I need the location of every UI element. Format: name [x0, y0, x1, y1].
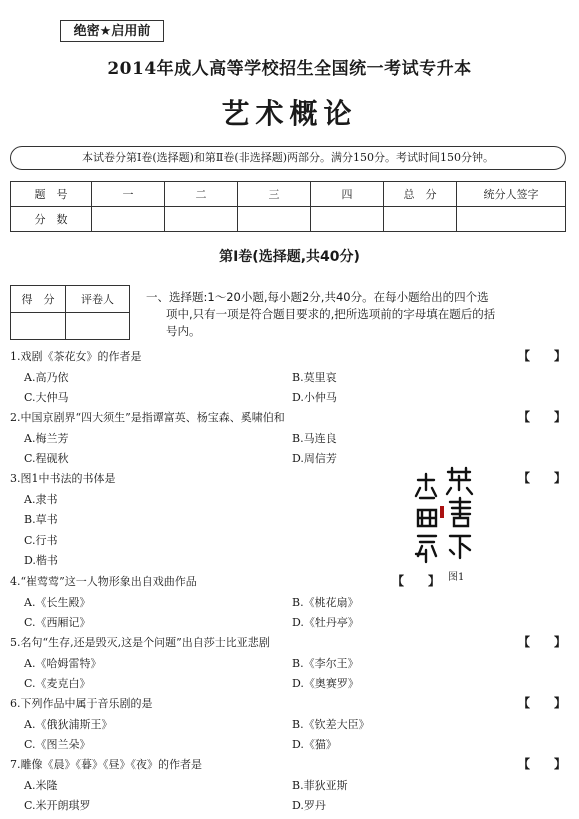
calligraphy-figure [412, 466, 478, 566]
question-stem: 3.图1中书法的书体是 [10, 472, 116, 485]
answer-bracket[interactable]: 【 】 [518, 696, 567, 710]
option: A.梅兰芳 [24, 432, 69, 445]
score-cell[interactable] [457, 207, 566, 232]
question-stem: 7.雕像《晨》《暮》《昼》《夜》的作者是 [10, 758, 202, 771]
grader-reviewer-cell[interactable] [66, 313, 130, 340]
option: A.《俄狄浦斯王》 [24, 718, 113, 731]
instruction-line: 一、选择题:1～20小题,每小题2分,共40分。在每小题给出的四个选 [146, 290, 489, 304]
option: C.行书 [24, 534, 58, 547]
option: B.《钦差大臣》 [292, 718, 370, 731]
grader-reviewer-label: 评卷人 [66, 286, 130, 313]
confidential-badge: 绝密★启用前 [60, 20, 164, 42]
option: D.《猫》 [292, 738, 337, 751]
question-stem: 6.下列作品中属于音乐剧的是 [10, 697, 153, 710]
score-table-header: 总 分 [384, 182, 457, 207]
option: A.隶书 [24, 493, 58, 506]
option: D.楷书 [24, 554, 58, 567]
score-table [10, 181, 566, 232]
option: A.《哈姆雷特》 [24, 657, 102, 670]
exam-notice: 本试卷分第Ⅰ卷(选择题)和第Ⅱ卷(非选择题)两部分。满分150分。考试时间150分钟。 [10, 146, 566, 170]
score-table-header: 二 [165, 182, 238, 207]
option: C.《图兰朵》 [24, 738, 91, 751]
option: D.罗丹 [292, 799, 326, 812]
option: A.高乃依 [24, 371, 69, 384]
score-table-header: 题 号 [11, 182, 92, 207]
option: C.大仲马 [24, 391, 69, 404]
score-table-header: 统分人签字 [457, 182, 566, 207]
grader-score-label: 得 分 [11, 286, 66, 313]
answer-bracket[interactable]: 【 】 [518, 471, 567, 485]
option: D.周信芳 [292, 452, 337, 465]
option: C.《西厢记》 [24, 616, 91, 629]
question-stem: 4.“崔莺莺”这一人物形象出自戏曲作品 [10, 575, 197, 588]
question-stem: 1.戏剧《茶花女》的作者是 [10, 350, 142, 363]
option: C.程砚秋 [24, 452, 69, 465]
option: B.《李尔王》 [292, 657, 359, 670]
score-row-label: 分 数 [11, 207, 92, 232]
score-cell[interactable] [384, 207, 457, 232]
answer-bracket[interactable]: 【 】 [518, 635, 567, 649]
score-table-header: 三 [238, 182, 311, 207]
answer-bracket[interactable]: 【 】 [518, 349, 567, 363]
option: A.米隆 [24, 779, 58, 792]
score-cell[interactable] [311, 207, 384, 232]
option: B.《桃花扇》 [292, 596, 359, 609]
option: A.《长生殿》 [24, 596, 91, 609]
section-instructions [146, 289, 566, 340]
option: D.《奥赛罗》 [292, 677, 359, 690]
option: D.小仲马 [292, 391, 337, 404]
answer-bracket[interactable]: 【 】 [518, 410, 567, 424]
score-table-header: 一 [92, 182, 165, 207]
answer-bracket[interactable]: 【 】 [518, 757, 567, 771]
question-stem: 5.名句“生存,还是毁灭,这是个问题”出自莎士比亚悲剧 [10, 636, 270, 649]
grader-box [10, 285, 130, 340]
instruction-line: 号内。 [166, 324, 201, 338]
figure-caption: 图1 [448, 572, 465, 583]
instruction-line: 项中,只有一项是符合题目要求的,把所选项前的字母填在题后的括 [166, 307, 496, 321]
score-cell[interactable] [238, 207, 311, 232]
option: B.菲狄亚斯 [292, 779, 348, 792]
score-table-header: 四 [311, 182, 384, 207]
question-stem: 2.中国京剧界“四大须生”是指谭富英、杨宝森、奚啸伯和 [10, 411, 285, 424]
part1-title: 第Ⅰ卷(选择题,共40分) [219, 249, 360, 265]
grader-score-cell[interactable] [11, 313, 66, 340]
option: B.莫里哀 [292, 371, 337, 384]
answer-bracket[interactable]: 【 】 [392, 574, 441, 588]
score-cell[interactable] [165, 207, 238, 232]
option: D.《牡丹亭》 [292, 616, 359, 629]
subject-title: 艺术概论 [221, 97, 358, 130]
score-cell[interactable] [92, 207, 165, 232]
option: B.马连良 [292, 432, 337, 445]
option: C.米开朗琪罗 [24, 799, 91, 812]
option: C.《麦克白》 [24, 677, 91, 690]
exam-title: 2014年成人高等学校招生全国统一考试专升本 [107, 59, 472, 79]
option: B.草书 [24, 513, 58, 526]
